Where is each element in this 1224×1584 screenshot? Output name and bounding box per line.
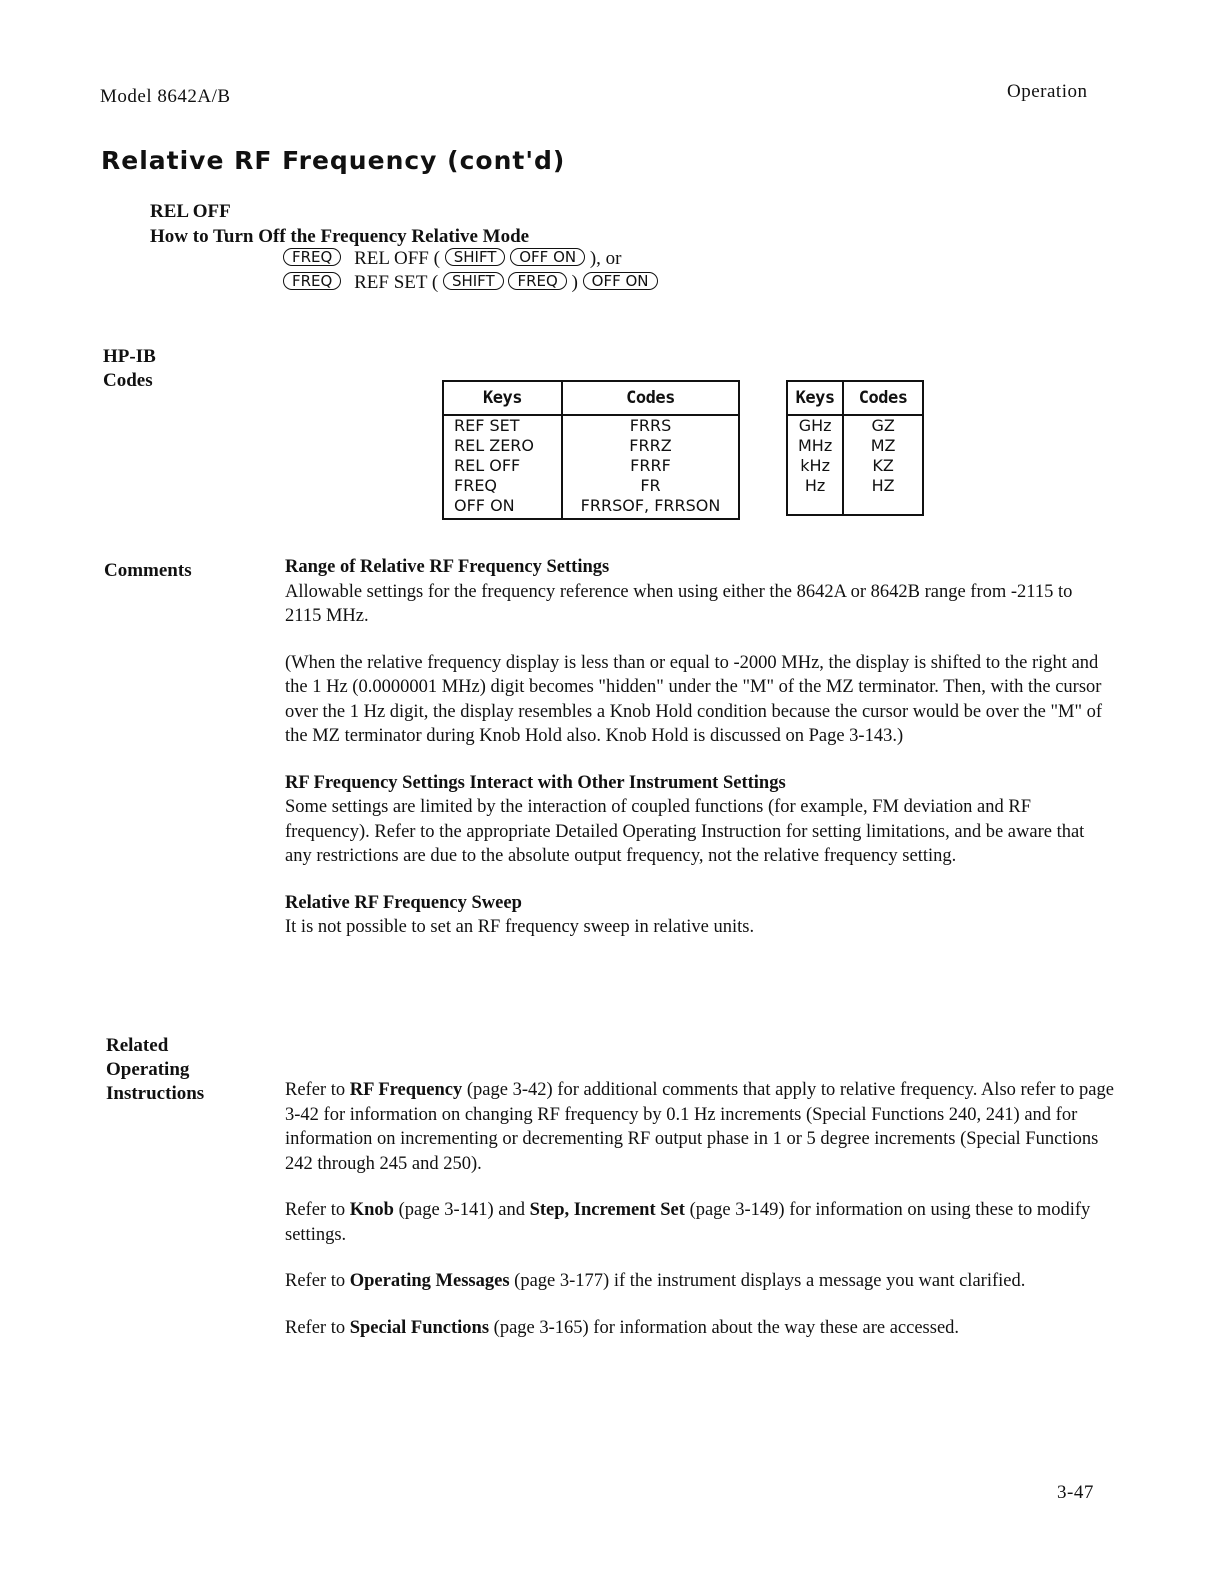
table-cell-code: MZ [843, 436, 923, 456]
related-label [106, 1034, 204, 1106]
close-paren-or: ), or [589, 248, 622, 269]
ref-set-text: REF SET [354, 272, 428, 293]
step-increment-set-link: Step, Increment Set [529, 1200, 685, 1220]
table-cell-code: KZ [843, 456, 923, 476]
shift-key: SHIFT [443, 272, 504, 290]
model-header: Model 8642A/B [100, 86, 231, 107]
table-cell-code: FRRS [562, 415, 739, 436]
table-cell-code: GZ [843, 415, 923, 436]
freq-key: FREQ [283, 248, 341, 266]
sweep-text: It is not possible to set an RF frequency sweep in relative units. [285, 917, 755, 937]
open-paren: ( [433, 248, 440, 269]
off-on-key: OFF ON [583, 272, 658, 290]
related-paragraph-knob [285, 1198, 1115, 1247]
table-cell-key: REL ZERO [443, 436, 562, 456]
table-row [443, 415, 739, 436]
table-cell-key: Hz [787, 476, 843, 515]
table-cell-key: OFF ON [443, 496, 562, 519]
table-cell-code: FRRF [562, 456, 739, 476]
hpib-label [103, 345, 156, 393]
table-cell-key: MHz [787, 436, 843, 456]
rel-off-subheading: How to Turn Off the Frequency Relative Mode [150, 226, 530, 247]
page-title: Relative RF Frequency (cont'd) [101, 146, 566, 175]
display-text: (When the relative frequency display is less than or equal to -2000 MHz, the display is shifted to the right and the 1 Hz (0.0000001 MHz) digit becomes "hidden" under the "M" of the MZ terminator. Then, with the cursor over the 1 Hz digit, the display resembles a Knob Hold condition because the cursor would be over the "M" of the MZ terminator during Knob Hold also. Knob Hold is discussed on Page 3-143.) [285, 652, 1103, 746]
related-label-line1: Related [106, 1035, 169, 1056]
sweep-heading: Relative RF Frequency Sweep [285, 892, 522, 913]
hpib-codes-table-keys [442, 380, 740, 520]
operating-messages-link: Operating Messages [349, 1271, 510, 1291]
text: (page 3-42) for additional comments that apply to relative frequency. Also refer to page 3-42 for information on changing RF frequency by 0.1 Hz increments (Special Functions 240, 241) and for information on incrementing or decrementing RF output phase in 1 or 5 degree increments (Special Functions 242 through 245 and 250). [285, 1080, 1114, 1174]
rel-off-key-sequence-2 [283, 270, 658, 296]
table-row [443, 436, 739, 456]
freq-key: FREQ [508, 272, 566, 290]
page-number: 3-47 [1057, 1482, 1094, 1503]
range-text: Allowable settings for the frequency reference when using either the 8642A or 8642B range from -2115 to 2115 MHz. [285, 581, 1073, 626]
comments-body [285, 555, 1115, 940]
section-header: Operation [1007, 81, 1088, 102]
table-row [443, 476, 739, 496]
text: (page 3-165) for information about the way these are accessed. [489, 1317, 960, 1338]
related-paragraph-rf-frequency [285, 1078, 1115, 1176]
table-row [787, 415, 923, 436]
hpib-label-line2: Codes [103, 370, 153, 391]
rel-off-text: REL OFF [354, 248, 429, 269]
table-cell-code: FRRZ [562, 436, 739, 456]
range-heading: Range of Relative RF Frequency Settings [285, 557, 610, 577]
open-paren: ( [431, 272, 439, 293]
related-label-line2: Operating [106, 1059, 190, 1080]
text: Refer to [285, 1271, 350, 1291]
hpib-codes-table-units [786, 380, 924, 516]
table-row [443, 496, 739, 519]
knob-link: Knob [349, 1200, 394, 1220]
freq-key: FREQ [283, 272, 341, 290]
related-paragraph-special-functions [285, 1316, 1115, 1341]
table-header-codes: Codes [843, 381, 923, 415]
interact-text: Some settings are limited by the interaction of coupled functions (for example, FM deviation and RF frequency). Refer to the appropriate Detailed Operating Instruction for setting limitations, and be aware that any restrictions are due to the absolute output frequency, not the relative frequency setting. [285, 797, 1085, 866]
table-cell-key: GHz [787, 415, 843, 436]
comments-label: Comments [104, 560, 192, 581]
table-cell-code: FRRSOF, FRRSON [562, 496, 739, 519]
table-cell-key: REF SET [443, 415, 562, 436]
text: (page 3-177) if the instrument displays a message you want clarified. [509, 1271, 1026, 1291]
text: Refer to [285, 1317, 350, 1338]
text: (page 3-141) and [393, 1200, 530, 1220]
table-row [443, 456, 739, 476]
shift-key: SHIFT [445, 248, 506, 266]
table-cell-code: FR [562, 476, 739, 496]
table-header-keys: Keys [787, 381, 843, 415]
table-row [787, 476, 923, 515]
off-on-key: OFF ON [510, 248, 585, 266]
related-paragraph-messages [285, 1269, 1115, 1294]
hpib-label-line1: HP-IB [103, 346, 156, 367]
rel-off-key-sequence-1 [283, 246, 622, 272]
table-cell-code: HZ [843, 476, 923, 515]
text: Refer to [285, 1080, 350, 1100]
table-cell-key: kHz [787, 456, 843, 476]
related-body [285, 1078, 1115, 1340]
special-functions-link: Special Functions [349, 1317, 490, 1338]
close-paren: ) [571, 272, 578, 293]
table-row [787, 436, 923, 456]
table-row [787, 456, 923, 476]
table-header-codes: Codes [562, 381, 739, 415]
table-cell-key: REL OFF [443, 456, 562, 476]
table-cell-key: FREQ [443, 476, 562, 496]
table-header-keys: Keys [443, 381, 562, 415]
related-label-line3: Instructions [106, 1083, 205, 1104]
text: (page 3-149) for information on using these to modify settings. [285, 1200, 1091, 1245]
interact-heading: RF Frequency Settings Interact with Other Instrument Settings [285, 772, 786, 793]
rel-off-heading: REL OFF [150, 201, 231, 222]
text: Refer to [285, 1200, 350, 1220]
rf-frequency-link: RF Frequency [349, 1080, 463, 1100]
